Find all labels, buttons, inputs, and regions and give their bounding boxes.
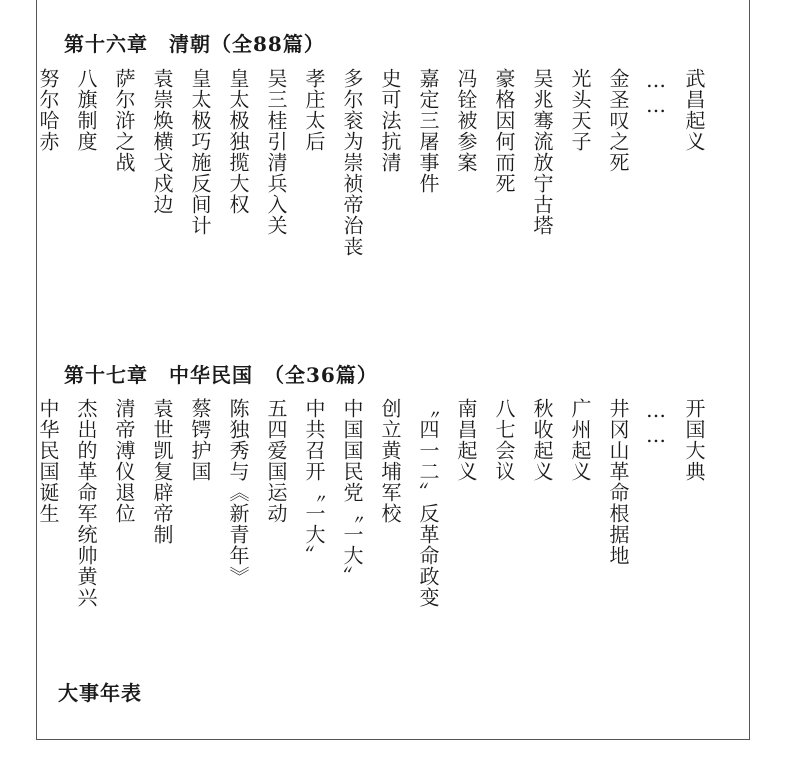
toc-entry: 豪格因何而死 [492,68,516,194]
toc-entry: 光头天子 [568,68,592,152]
toc-entry: 八七会议 [492,398,516,482]
toc-entry: 皇太极巧施反间计 [188,68,212,236]
toc-entry: 中华民国诞生 [36,398,60,524]
toc-entry: 中共召开〝一大〞 [302,398,326,566]
timeline-title: 大事年表 [58,681,142,705]
toc-entry: 八旗制度 [74,68,98,152]
toc-entry: 五四爱国运动 [264,398,288,524]
chapter-17-title: 第十七章 中华民国 （全36篇） [64,363,378,387]
toc-entry: 南昌起义 [454,398,478,482]
chapter-16-title: 第十六章 清朝（全88篇） [64,32,325,56]
toc-entry: 开国大典 [682,398,706,482]
toc-entry: 皇太极独揽大权 [226,68,250,215]
toc-entry: 广州起义 [568,398,592,482]
toc-entry: 陈独秀与《新青年》 [226,398,250,587]
toc-entry: 努尔哈赤 [36,68,60,152]
chapter-17-column-list [29,398,713,608]
toc-entry: 杰出的革命军统帅黄兴 [74,398,98,608]
toc-entry: …… [644,398,668,448]
toc-entry: 吴三桂引清兵入关 [264,68,288,236]
toc-entry: 秋收起义 [530,398,554,482]
toc-entry: 冯铨被参案 [454,68,478,173]
toc-entry: 多尔衮为崇祯帝治丧 [340,68,364,257]
toc-entry: 中国国民党〝一大〞 [340,398,364,587]
toc-entry: …… [644,68,668,118]
toc-entry: 〝四一二〞反革命政变 [416,398,440,608]
toc-entry: 袁崇焕横戈戍边 [150,68,174,215]
toc-entry: 吴兆骞流放宁古塔 [530,68,554,236]
toc-entry: 蔡锷护国 [188,398,212,482]
toc-entry: 袁世凯复辟帝制 [150,398,174,545]
chapter-16-column-list [29,68,713,257]
toc-entry: 创立黄埔军校 [378,398,402,524]
toc-entry: 嘉定三屠事件 [416,68,440,194]
toc-entry: 史可法抗清 [378,68,402,173]
toc-entry: 清帝溥仪退位 [112,398,136,524]
toc-entry: 金圣叹之死 [606,68,630,173]
toc-entry: 井冈山革命根据地 [606,398,630,566]
toc-entry: 萨尔浒之战 [112,68,136,173]
toc-entry: 孝庄太后 [302,68,326,152]
toc-entry: 武昌起义 [682,68,706,152]
